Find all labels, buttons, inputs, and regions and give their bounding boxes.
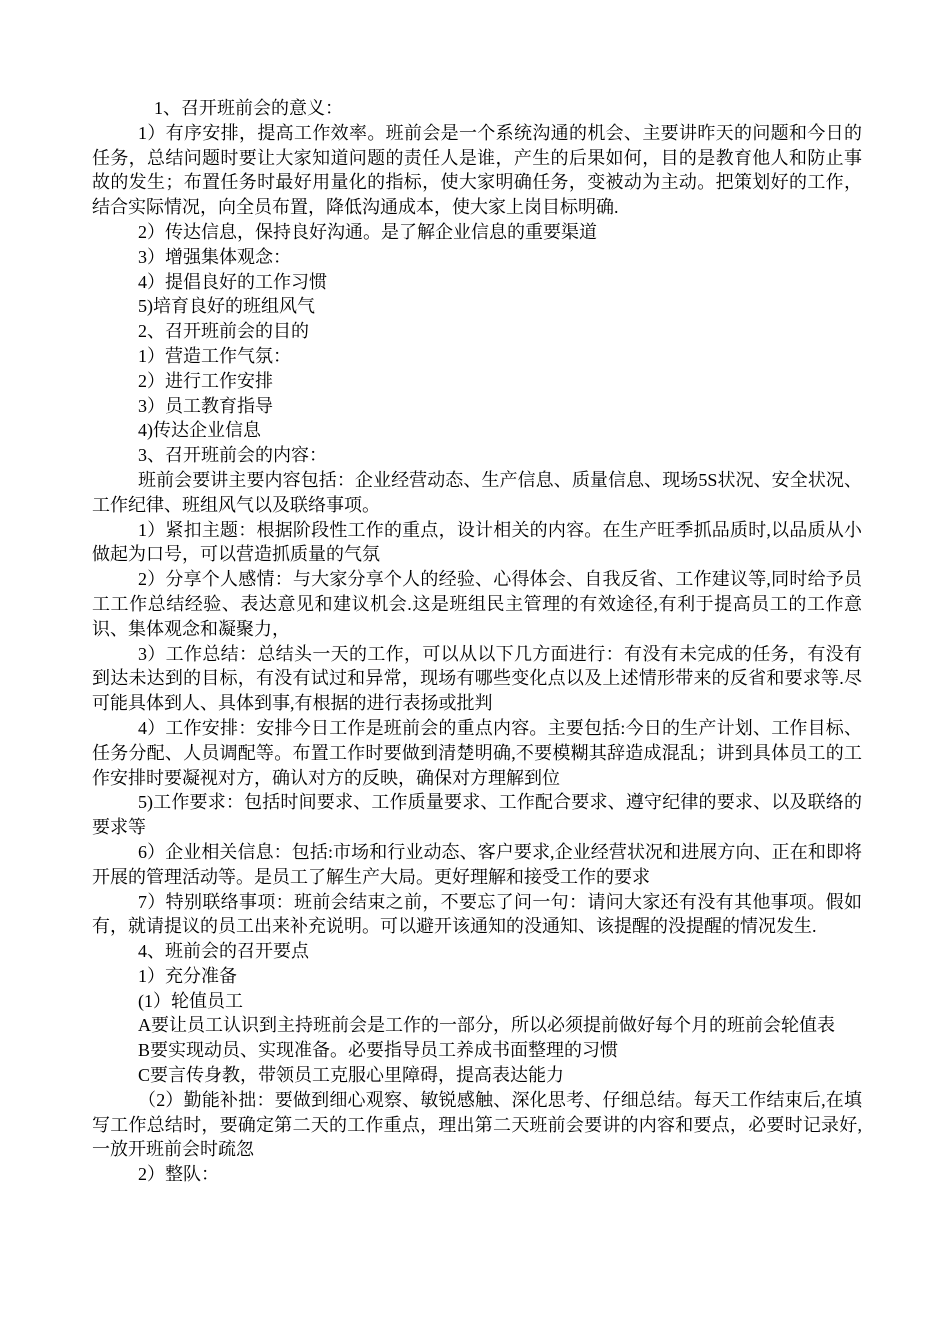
paragraph: 7）特别联络事项：班前会结束之前，不要忘了问一句：请问大家还有没有其他事项。假如有，就请提议的员工出来补充说明。可以避开该通知的没通知、该提醒的没提醒的情况发生. [92, 891, 862, 937]
paragraph: B要实现动员、实现准备。必要指导员工养成书面整理的习惯 [138, 1040, 619, 1061]
paragraph: 1）营造工作气氛： [138, 345, 291, 366]
paragraph: 3）员工教育指导 [138, 395, 273, 416]
section-heading-1: 1、召开班前会的意义： [154, 98, 343, 118]
section-heading-2: 2、召开班前会的目的 [138, 321, 309, 342]
paragraph: 2）整队： [138, 1164, 219, 1185]
paragraph: 4）工作安排：安排今日工作是班前会的重点内容。主要包括:今日的生产计划、工作目标、任务分配、人员调配等。布置工作时要做到清楚明确,不要模糊其辞造成混乱；讲到具体员工的工作安排时要凝视对方，确认对方的反映，确保对方理解到位 [92, 717, 862, 788]
paragraph: 3）增强集体观念： [138, 246, 291, 267]
paragraph: 3）工作总结：总结头一天的工作，可以从以下几方面进行：有没有未完成的任务，有没有到达未达到的目标，有没有试过和异常，现场有哪些变化点以及上述情形带来的反省和要求等.尽可能具体到人、具体到事,有根据的进行表扬或批判 [92, 643, 862, 714]
paragraph: （2）勤能补拙：要做到细心观察、敏锐感触、深化思考、仔细总结。每天工作结束后,在填写工作总结时，要确定第二天的工作重点，理出第二天班前会要讲的内容和要点，必要时记录好,一放开班前会时疏忽 [92, 1089, 862, 1160]
section-heading-4: 4、班前会的召开要点 [138, 941, 309, 962]
paragraph: 5)工作要求：包括时间要求、工作质量要求、工作配合要求、遵守纪律的要求、以及联络的要求等 [92, 792, 862, 838]
paragraph: 2）分享个人感情：与大家分享个人的经验、心得体会、自我反省、工作建议等,同时给予员工工作总结经验、表达意见和建议机会.这是班组民主管理的有效途径,有利于提高员工的工作意识、集体观念和凝聚力， [92, 569, 862, 639]
paragraph: 班前会要讲主要内容包括：企业经营动态、生产信息、质量信息、现场5S状况、安全状况、工作纪律、班组风气以及联络事项。 [92, 469, 862, 515]
paragraph: 5)培育良好的班组风气 [138, 296, 315, 317]
section-heading-3: 3、召开班前会的内容： [138, 445, 327, 466]
paragraph: 1）有序安排，提高工作效率。班前会是一个系统沟通的机会、主要讲昨天的问题和今日的任务，总结问题时要让大家知道问题的责任人是谁，产生的后果如何，目的是教育他人和防止事故的发生；布置任务时最好用量化的指标，使大家明确任务，变被动为主动。把策划好的工作，结合实际情况，向全员布置，降低沟通成本，使大家上岗目标明确. [92, 122, 862, 218]
paragraph: 6）企业相关信息：包括:市场和行业动态、客户要求,企业经营状况和进展方向、正在和即将开展的管理活动等。是员工了解生产大局。更好理解和接受工作的要求 [92, 841, 862, 887]
paragraph: 2）进行工作安排 [138, 370, 273, 391]
paragraph: 4）提倡良好的工作习惯 [138, 271, 327, 292]
paragraph: C要言传身教，带领员工克服心里障碍，提高表达能力 [138, 1065, 565, 1086]
paragraph: 4)传达企业信息 [138, 420, 261, 441]
paragraph: 1）充分准备 [138, 965, 237, 986]
document-page [92, 96, 862, 1187]
paragraph: 1）紧扣主题：根据阶段性工作的重点，设计相关的内容。在生产旺季抓品质时,以品质从小做起为口号，可以营造抓质量的气氛 [92, 519, 862, 565]
paragraph: (1）轮值员工 [138, 990, 243, 1011]
paragraph: 2）传达信息，保持良好沟通。是了解企业信息的重要渠道 [138, 221, 597, 242]
paragraph: A要让员工认识到主持班前会是工作的一部分，所以必须提前做好每个月的班前会轮值表 [138, 1015, 835, 1036]
